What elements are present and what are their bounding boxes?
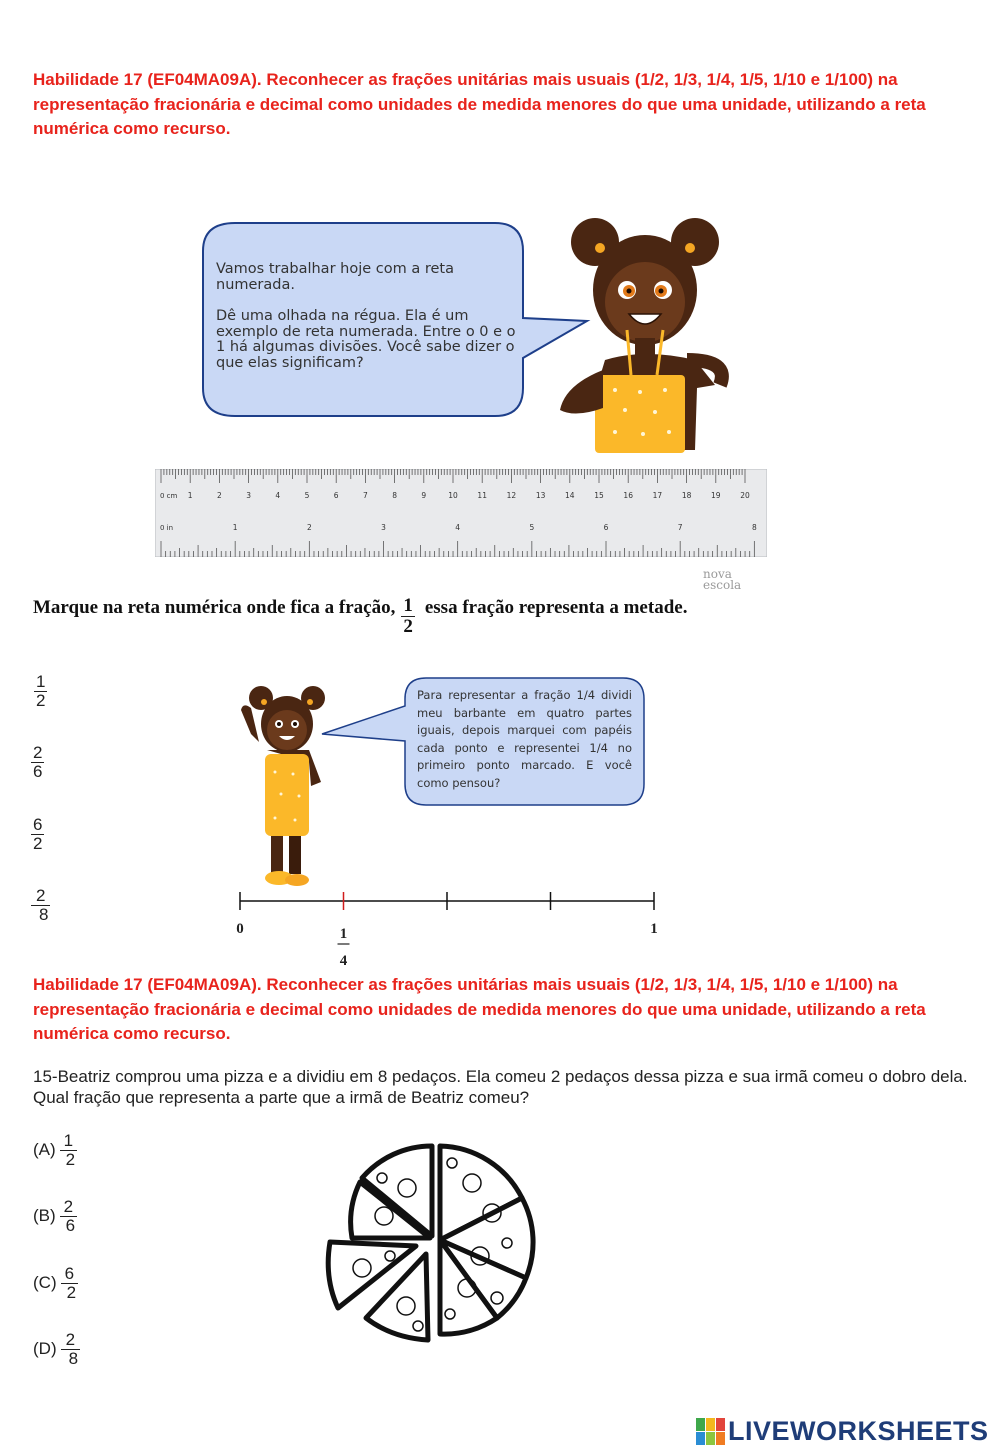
ruler-cm-label: 13 — [535, 491, 546, 500]
answer-letter: (D) — [33, 1339, 57, 1359]
answer-option-c[interactable] — [33, 1265, 78, 1302]
bubble1-line2: Dê uma olhada na régua. Ela é um exemplo de reta numerada. Entre o 0 e o 1 há algumas divisões. Você sabe dizer o que elas significam? — [216, 308, 516, 371]
pizza-illustration — [322, 1138, 537, 1353]
answer-option-d[interactable] — [33, 1331, 80, 1368]
ruler-cm-label: 10 — [448, 491, 458, 500]
answer-den: 8 — [68, 1348, 79, 1368]
number-line-end-label: 1 — [650, 921, 658, 937]
answer-den: 2 — [66, 1282, 77, 1302]
ruler-cm-label: 6 — [333, 491, 339, 500]
drag-option-num: 1 — [36, 672, 46, 691]
liveworksheets-logo-icon — [696, 1418, 725, 1445]
answer-den: 6 — [65, 1215, 76, 1235]
liveworksheets-logo — [696, 1416, 989, 1447]
bubble1-text — [216, 262, 516, 371]
brand-line1: nova — [703, 567, 732, 581]
liveworksheets-logo-text: LIVEWORKSHEETS — [728, 1416, 989, 1446]
instruction-before: Marque na reta numérica onde fica a fração, — [33, 597, 396, 618]
ruler-cm-label: 18 — [681, 491, 692, 500]
instruction-frac-num: 1 — [403, 595, 413, 616]
ruler-cm-unit: 0 cm — [160, 492, 178, 500]
ruler-cm-label: 17 — [652, 491, 663, 500]
answer-letter: (A) — [33, 1140, 56, 1160]
ruler-cm-label: 14 — [565, 491, 575, 500]
nova-escola-brand — [703, 569, 741, 591]
ruler-cm-label: 3 — [246, 491, 251, 500]
drag-option-num: 2 — [31, 887, 50, 906]
girl-character-illustration — [545, 210, 735, 455]
drag-option-2[interactable] — [31, 744, 44, 781]
ruler-in-unit: 0 in — [160, 524, 174, 532]
ruler-cm-label: 7 — [363, 491, 368, 500]
drag-option-4[interactable] — [31, 887, 50, 924]
drag-option-den: 6 — [33, 761, 43, 781]
answer-letter: (C) — [33, 1273, 57, 1293]
ruler-in-label: 8 — [751, 523, 757, 532]
number-line[interactable] — [228, 885, 668, 975]
ruler-cm-label: 16 — [623, 491, 633, 500]
instruction-line — [33, 597, 687, 637]
instruction-after: essa fração representa a metade. — [424, 597, 688, 618]
answer-den: 2 — [65, 1149, 76, 1169]
ruler-cm-label: 11 — [477, 491, 487, 500]
ruler-cm-label: 1 — [187, 491, 193, 500]
drag-option-1[interactable] — [34, 673, 47, 710]
ruler-in-label: 7 — [677, 523, 683, 532]
ruler-in-label: 5 — [529, 523, 535, 532]
drag-option-den: 8 — [39, 904, 49, 924]
ruler-cm-label: 2 — [217, 491, 222, 500]
answer-option-a[interactable] — [33, 1132, 77, 1169]
answer-option-b[interactable] — [33, 1198, 77, 1235]
answer-letter: (B) — [33, 1206, 56, 1226]
ruler-cm-label: 4 — [275, 491, 281, 500]
drag-option-num: 2 — [33, 743, 43, 762]
skill-heading-bottom: Habilidade 17 (EF04MA09A). Reconhecer as frações unitárias mais usuais (1/2, 1/3, 1/4, 1/5, 1/10 e 1/100) na representação fracionária e decimal como unidades de medida menores do que uma unidade, utilizando a reta numérica como recurso. — [33, 975, 926, 1043]
number-line-start-label: 0 — [236, 921, 244, 937]
ruler-in-label: 1 — [232, 523, 238, 532]
ruler-in-label: 4 — [455, 523, 461, 532]
ruler-in-label: 2 — [306, 523, 312, 532]
ruler-cm-label: 5 — [304, 491, 310, 500]
bubble1-line1: Vamos trabalhar hoje com a reta numerada. — [216, 261, 454, 293]
answer-num: 1 — [60, 1132, 77, 1151]
answer-num: 6 — [61, 1265, 78, 1284]
answer-num: 2 — [60, 1198, 77, 1217]
number-line-marked-num: 1 — [339, 926, 348, 942]
instruction-frac-den: 2 — [403, 615, 413, 637]
number-line-marked-den: 4 — [339, 953, 348, 969]
ruler-cm-label: 8 — [392, 491, 397, 500]
bubble2-text: Para representar a fração 1/4 dividi meu barbante em quatro partes iguais, depois marquei com papéis cada ponto e representei 1/4 no primeiro ponto marcado. E você como pensou? — [417, 688, 632, 790]
answer-num: 2 — [61, 1331, 80, 1350]
ruler-cm-label: 12 — [506, 491, 517, 500]
ruler-in-label: 3 — [381, 523, 386, 532]
ruler-cm-label: 15 — [594, 491, 604, 500]
ruler-in-label: 6 — [603, 523, 609, 532]
instruction-fraction — [401, 596, 415, 637]
drag-option-den: 2 — [33, 833, 43, 853]
drag-option-den: 2 — [36, 690, 46, 710]
question-15: 15-Beatriz comprou uma pizza e a dividiu em 8 pedaços. Ela comeu 2 pedaços dessa pizza e sua irmã comeu o dobro dela. Qual fração que representa a parte que a irmã de Beatriz comeu? — [33, 1067, 968, 1107]
ruler-illustration — [155, 469, 767, 557]
drag-option-3[interactable] — [31, 816, 44, 853]
ruler-cm-label: 20 — [740, 491, 750, 500]
brand-line2: escola — [703, 578, 742, 592]
skill-heading-top: Habilidade 17 (EF04MA09A). Reconhecer as frações unitárias mais usuais (1/2, 1/3, 1/4, 1/5, 1/10 e 1/100) na representação fracionária e decimal como unidades de medida menores do que uma unidade, utilizando a reta numérica como recurso. — [33, 70, 926, 138]
ruler-cm-label: 9 — [421, 491, 427, 500]
ruler-cm-label: 19 — [711, 491, 721, 500]
drag-option-num: 6 — [33, 815, 43, 834]
